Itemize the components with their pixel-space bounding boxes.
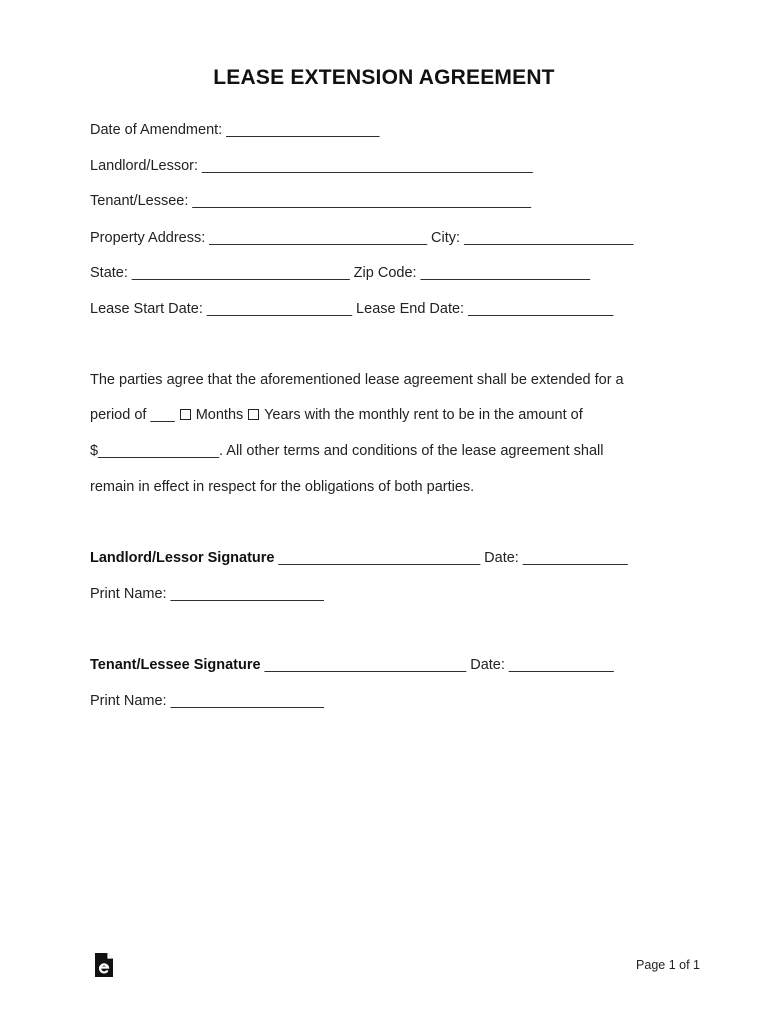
lease-start-date-field[interactable]: Lease Start Date: __________________ [90, 301, 353, 317]
eforms-logo-icon [94, 952, 114, 978]
state-field[interactable]: State: ___________________________ [90, 265, 350, 281]
paragraph-line-2 [90, 406, 583, 424]
landlord-signature-line[interactable]: _________________________ Date: _____________ [274, 550, 628, 566]
page-title: LEASE EXTENSION AGREEMENT [213, 66, 555, 89]
tenant-print-name-field[interactable]: Print Name: ___________________ [90, 693, 324, 709]
months-checkbox[interactable] [180, 409, 191, 420]
paragraph-line-1: The parties agree that the aforementioned lease agreement shall be extended for a [90, 372, 624, 388]
landlord-signature-label: Landlord/Lessor Signature [90, 550, 275, 566]
lease-end-date-field[interactable]: Lease End Date: __________________ [352, 301, 614, 317]
page-number: Page 1 of 1 [636, 958, 700, 972]
paragraph-line-3[interactable]: $_______________. All other terms and conditions of the lease agreement shall [90, 443, 604, 459]
tenant-signature-label: Tenant/Lessee Signature [90, 657, 261, 673]
tenant-signature-row [90, 656, 614, 674]
tenant-field[interactable]: Tenant/Lessee: __________________________________________ [90, 193, 532, 209]
city-field[interactable]: City: _____________________ [427, 230, 634, 246]
state-zip-row [90, 264, 590, 282]
years-checkbox[interactable] [248, 409, 259, 420]
landlord-print-name-field[interactable]: Print Name: ___________________ [90, 586, 324, 602]
tenant-signature-line[interactable]: _________________________ Date: _____________ [260, 657, 614, 673]
landlord-field[interactable]: Landlord/Lessor: _________________________________________ [90, 158, 533, 174]
zip-code-field[interactable]: Zip Code: _____________________ [349, 265, 590, 281]
date-of-amendment-field[interactable]: Date of Amendment: ___________________ [90, 122, 380, 138]
property-address-field[interactable]: Property Address: ___________________________ [90, 230, 428, 246]
landlord-signature-row [90, 549, 628, 567]
extension-period-field[interactable]: period of ___ [90, 407, 179, 423]
property-address-row [90, 229, 633, 247]
lease-dates-row [90, 300, 613, 318]
months-label: Months [191, 407, 248, 423]
paragraph-line-4: remain in effect in respect for the obligations of both parties. [90, 479, 475, 495]
years-label: Years with the monthly rent to be in the amount of [260, 407, 583, 423]
